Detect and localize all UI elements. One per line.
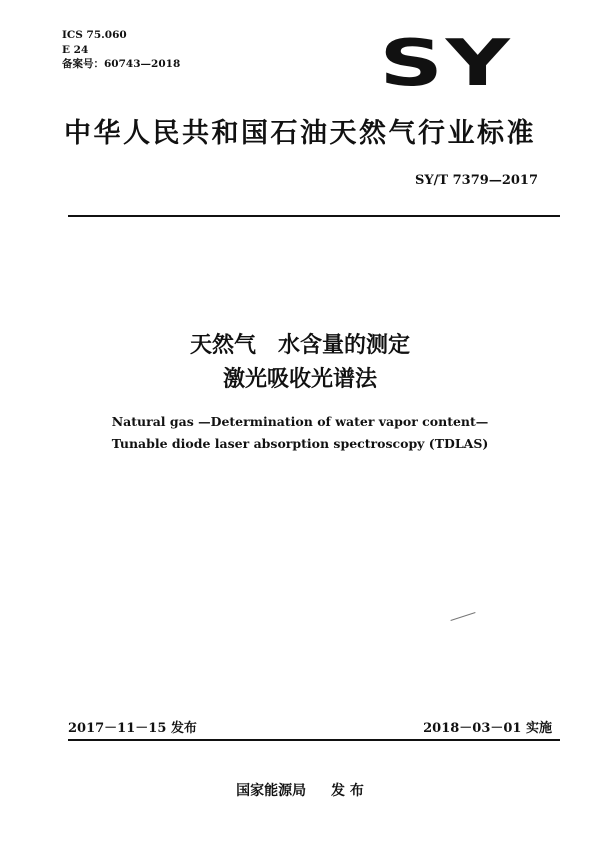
top-divider: [68, 215, 560, 217]
english-title-line-1: Natural gas —Determination of water vapor content—: [111, 414, 489, 429]
effective-date: 2018－03－01 实施: [423, 721, 552, 736]
standard-code: SY/T 7379—2017: [415, 173, 538, 188]
chinese-title-line-2: 激光吸收光谱法: [222, 367, 377, 392]
standard-title: 中华人民共和国石油天然气行业标准: [64, 118, 536, 149]
publish-action: 发 布: [331, 783, 364, 799]
english-title-line-2: Tunable diode laser absorption spectroscopy (TDLAS): [111, 436, 489, 451]
classification-code: E 24: [62, 43, 89, 56]
publisher-line: [0, 780, 600, 800]
issue-date: 2017－11－15 发布: [68, 721, 197, 736]
bottom-divider: [68, 739, 560, 741]
chinese-title-line-1: 天然气 水含量的测定: [189, 333, 410, 358]
document-meta: [62, 28, 180, 72]
sy-logo: SY: [378, 27, 512, 101]
scan-mark: [450, 612, 475, 621]
record-number: 备案号：60743—2018: [62, 58, 181, 70]
publisher-name: 国家能源局: [236, 783, 307, 799]
ics-code: ICS 75.060: [62, 29, 127, 41]
